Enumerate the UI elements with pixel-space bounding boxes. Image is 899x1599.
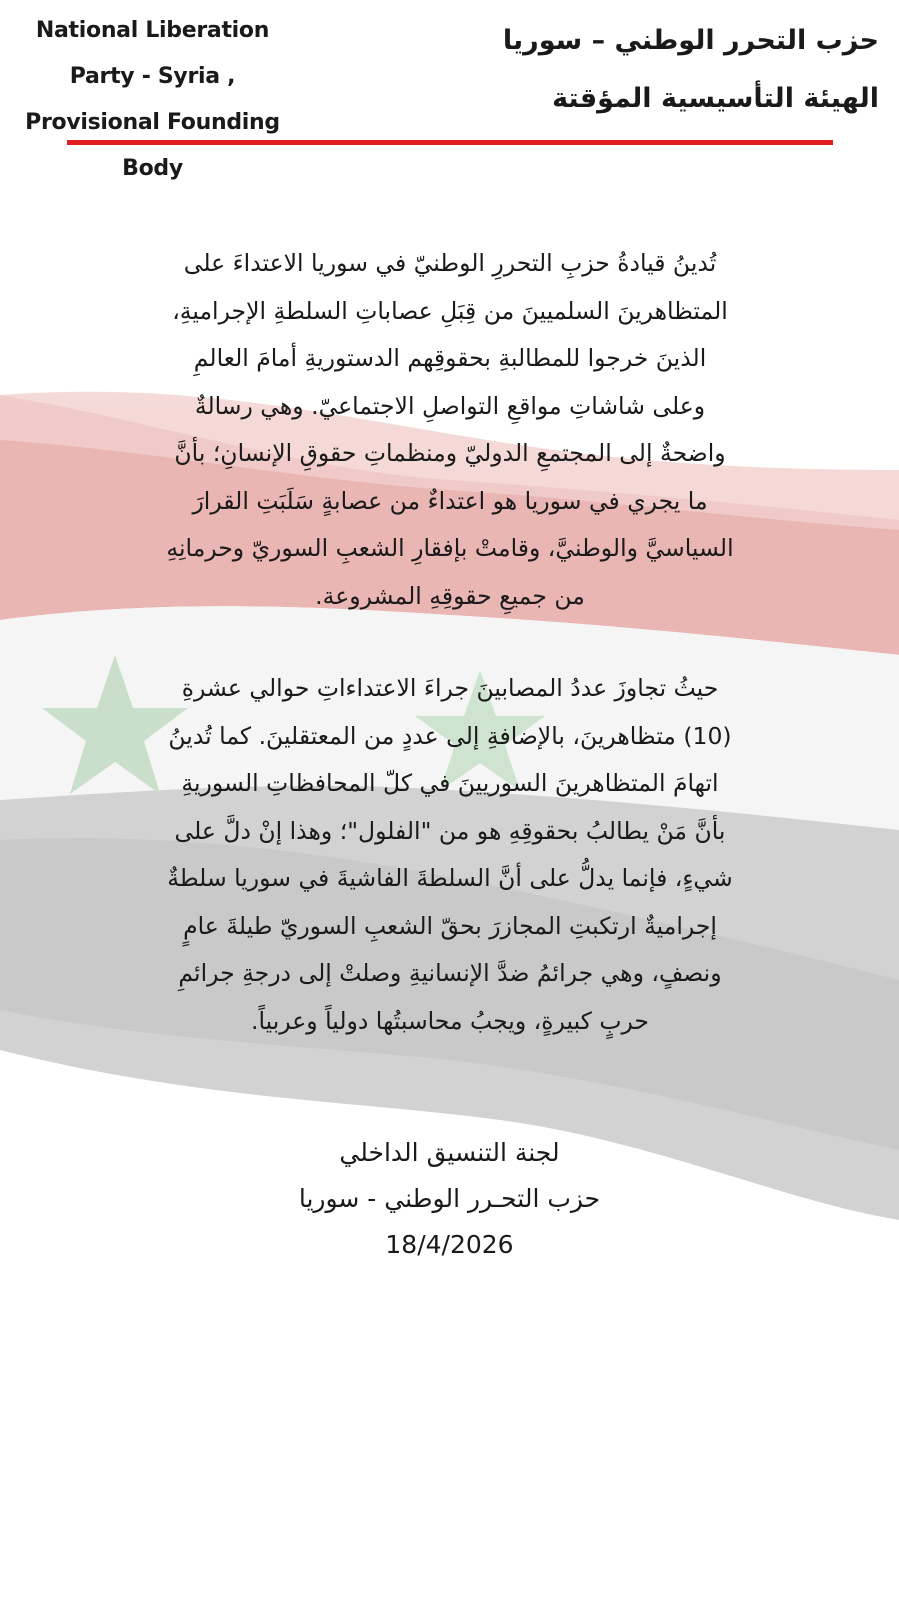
text-line: وعلى شاشاتِ مواقعِ التواصلِ الاجتماعيّ. وهي رسالةٌ (194, 391, 706, 420)
paragraph-2 (0, 665, 899, 1045)
signature-party-name: حزب التحـرر الوطني - سوريا (298, 1184, 601, 1213)
text-line: المتظاهرينَ السلميينَ من قِبَلِ عصاباتِ السلطةِ الإجراميةِ، (172, 296, 728, 325)
text-line: شيءٍ، فإنما يدلُّ على أنَّ السلطةَ الفاشيةَ في سوريا سلطةٌ (167, 864, 733, 892)
party-name-arabic-line: الهيئة التأسيسية المؤقتة (552, 83, 879, 114)
letterhead (0, 0, 899, 181)
committee-name: لجنة التنسيق الداخلي (339, 1138, 560, 1167)
text-line: حربٍ كبيرةٍ، ويجبُ محاسبتُها دولياً وعربياً. (251, 1006, 649, 1035)
text-line: السياسيَّ والوطنيَّ، وقامتْ بإفقارِ الشعبِ السوريّ وحرمانِهِ (166, 534, 734, 562)
party-name-english-line: Provisional Founding Body (25, 110, 280, 181)
text-line: الذينَ خرجوا للمطالبةِ بحقوقِهم الدستوريةِ أمامَ العالمِ (193, 344, 707, 372)
statement-date: 18/4/2026 (385, 1230, 514, 1259)
text-line: تُدينُ قيادةُ حزبِ التحررِ الوطنيّ في سوريا الاعتداءَ على (183, 249, 717, 277)
party-name-english-line: Party - Syria , (69, 64, 236, 89)
text-line: إجراميةٌ ارتكبتِ المجازرَ بحقّ الشعبِ السوريّ طيلةَ عامٍ (183, 911, 717, 940)
text-line: من جميعِ حقوقِهِ المشروعة. (315, 581, 585, 610)
paragraph-1 (0, 240, 899, 620)
text-line: (10) متظاهرينَ، بالإضافةِ إلى عددٍ من المعتقلينَ. كما تُدينُ (168, 721, 732, 750)
header-divider (67, 140, 833, 145)
statement-body (0, 240, 899, 1045)
text-line: واضحةٌ إلى المجتمعِ الدوليّ ومنظماتِ حقوقِ الإنسانِ؛ بأنَّ (174, 439, 726, 467)
party-name-english (0, 8, 305, 192)
signature-block (0, 1130, 899, 1268)
text-line: بأنَّ مَنْ يطالبُ بحقوقِهِ هو من "الفلول"؛ وهذا إنْ دلَّ على (174, 816, 726, 845)
party-name-english-line: National Liberation (35, 18, 270, 43)
text-line: حيثُ تجاوزَ عددُ المصابينَ جراءَ الاعتداءاتِ حوالي عشرةِ (181, 674, 719, 702)
text-line: اتهامَ المتظاهرينَ السوريينَ في كلّ المحافظاتِ السوريةِ (181, 769, 719, 797)
text-line: ونصفٍ، وهي جرائمُ ضدَّ الإنسانيةِ وصلتْ إلى درجةِ جرائمِ (178, 959, 722, 987)
party-name-arabic (479, 12, 879, 128)
text-line: ما يجري في سوريا هو اعتداءٌ من عصابةٍ سَلَبَتِ القرارَ (192, 486, 708, 515)
party-name-arabic-line: حزب التحرر الوطني – سوريا (502, 25, 879, 56)
